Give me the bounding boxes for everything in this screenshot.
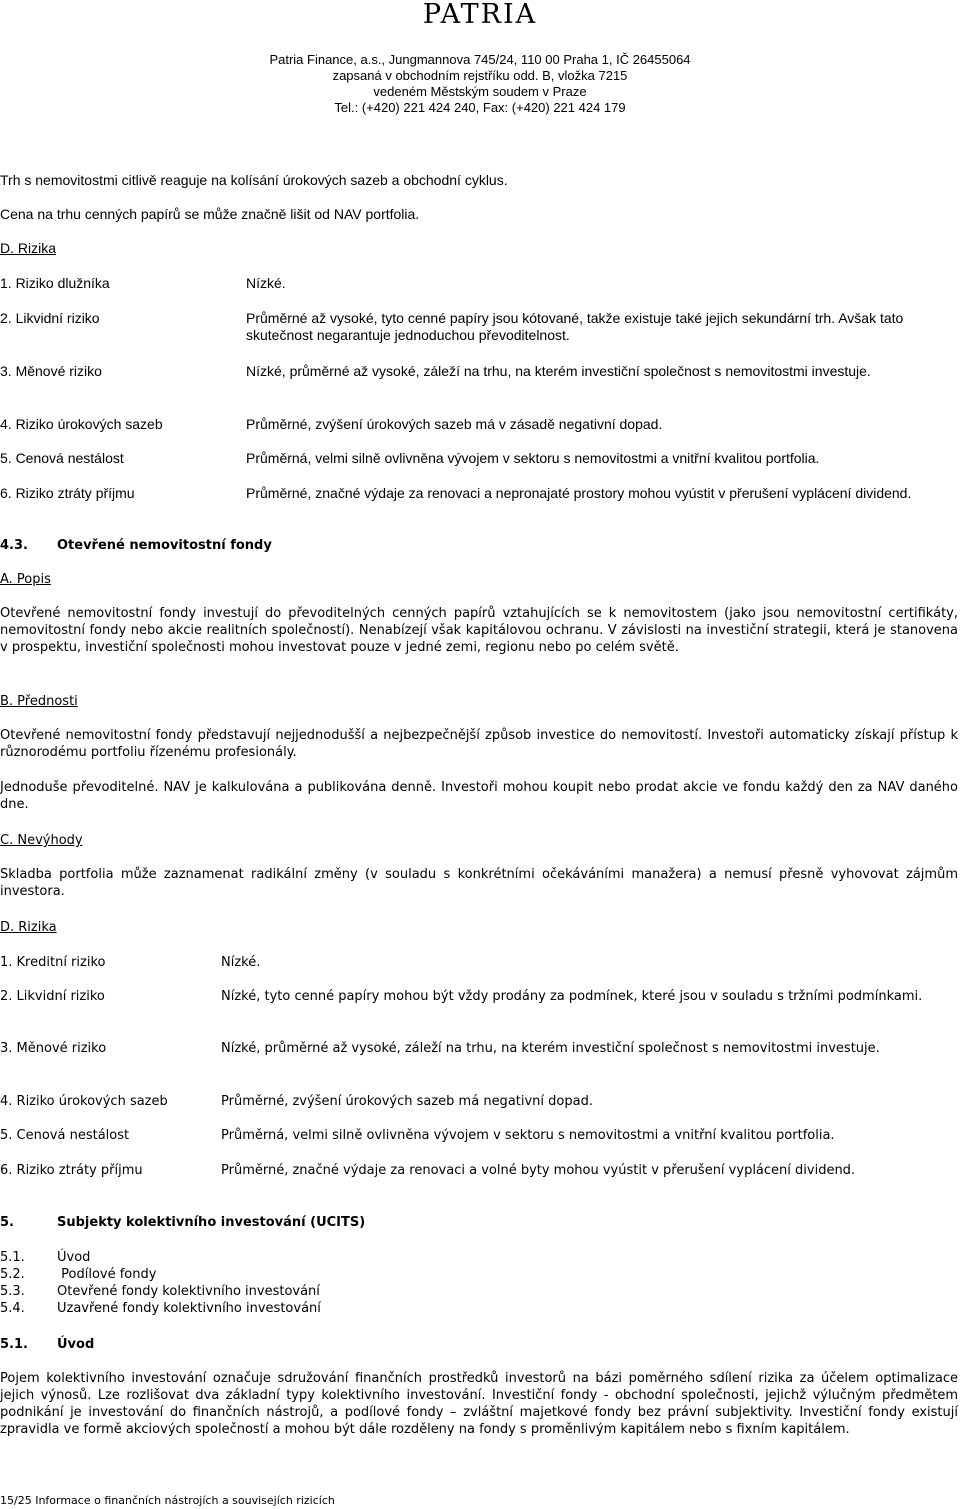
header-court: vedeném Městským soudem v Praze [373,84,587,99]
section-number: 5. [0,1215,14,1230]
paragraph-prednosti-2: Jednoduše převoditelné. NAV je kalkulována a publikována denně. Investoři mohou koupit nebo prodat akcie ve fondu každý den za NAV daného dne. [0,780,958,812]
risk-label: 3. Měnové riziko [0,363,102,379]
subsection-heading-popis: A. Popis [0,572,51,587]
section-title: Subjekty kolektivního investování (UCITS) [57,1215,366,1230]
risk-label: 2. Likvidní riziko [0,989,105,1004]
risk-text: Průměrná, velmi silně ovlivněna vývojem v sektoru s nemovitostmi a vnitřní kvalitou portfolia. [221,1128,835,1143]
toc-number: 5.2. [0,1267,25,1282]
section-title: Otevřené nemovitostní fondy [57,538,272,553]
intro-paragraph-1: Trh s nemovitostmi citlivě reaguje na kolísání úrokových sazeb a obchodní cyklus. [0,172,508,188]
risk-text: Průměrné, zvýšení úrokových sazeb má negativní dopad. [221,1094,593,1109]
toc-number: 5.3. [0,1284,25,1299]
subsection-heading-nevyhody: C. Nevýhody [0,833,83,848]
toc-item: Úvod [57,1250,91,1265]
risk-text: Nízké, tyto cenné papíry mohou být vždy prodány za podmínek, které jsou v souladu s tržními podmínkami. [221,989,923,1004]
subsection-heading-rizika: D. Rizika [0,920,57,935]
risk-text: Nízké, průměrné až vysoké, záleží na trhu, na kterém investiční společnost s nemovitostmi investuje. [246,363,871,379]
toc-number: 5.4. [0,1301,25,1316]
risk-text: Nízké. [246,275,286,291]
risk-label: 5. Cenová nestálost [0,1128,130,1143]
header-registry: zapsaná v obchodním rejstříku odd. B, vložka 7215 [332,68,628,83]
paragraph-uvod: Pojem kolektivního investování označuje sdružování finančních prostředků investorů na bázi poměrného sdílení rizika za účelem optimalizace jejich výnosů. Lze rozlišovat dva základní typy kolektivního investování. Investiční fondy - obchodní společnosti, jejichž výlučným předmětem podnikání je investování do finančních nástrojů, a podílové fondy – zvláštní majetkové fondy bez právní subjektivity. Investiční fondy existují zpravidla ve formě akciových společností a mohou být dále rozděleny na fondy s proměnlivým kapitálem nebo s fixním kapitálem. [0,1371,958,1437]
company-logo: PATRIA [422,0,538,30]
risk-label: 6. Riziko ztráty příjmu [0,1163,143,1178]
risk-text: Průměrné, značné výdaje za renovaci a volné byty mohou vyústit v přerušení vyplácení dividend. [221,1163,856,1178]
risk-text: Průměrné až vysoké, tyto cenné papíry jsou kótované, takže existuje také jejich sekundární trh. Avšak tato skutečnost negarantuje jednoduchou převoditelnost. [246,310,904,343]
paragraph-popis: Otevřené nemovitostní fondy investují do převoditelných cenných papírů vztahujících se k nemovitostem (jako jsou nemovitostní certifikáty, nemovitostní fondy nebo akcie realitních společností). Nenabízejí však kapitálovou ochranu. V závislosti na investiční strategii, která je stanovena v prospektu, investiční společnosti mohou investovat pouze v jedné zemi, regionu nebo po celém světě. [0,606,958,655]
subsection-title: Úvod [57,1337,95,1352]
risk-label: 4. Riziko úrokových sazeb [0,416,163,432]
header-address: Patria Finance, a.s., Jungmannova 745/24, 110 00 Praha 1, IČ 26455064 [269,52,691,67]
risk-text: Nízké. [221,955,261,970]
toc-item: Podílové fondy [57,1267,157,1282]
risk-label: 1. Riziko dlužníka [0,275,110,291]
risk-text: Průměrné, zvýšení úrokových sazeb má v zásadě negativní dopad. [246,416,663,432]
toc-number: 5.1. [0,1250,25,1265]
risk-label: 4. Riziko úrokových sazeb [0,1094,168,1109]
risk-label: 2. Likvidní riziko [0,310,100,326]
risk-text: Průměrná, velmi silně ovlivněna vývojem v sektoru s nemovitostmi a vnitřní kvalitou portfolia. [246,450,820,466]
subsection-number: 5.1. [0,1337,28,1352]
section-number: 4.3. [0,538,28,553]
header-contacts: Tel.: (+420) 221 424 240, Fax: (+420) 221 424 179 [334,100,626,115]
risk-label: 1. Kreditní riziko [0,955,106,970]
risk-label: 5. Cenová nestálost [0,450,124,466]
intro-paragraph-2: Cena na trhu cenných papírů se může značně lišit od NAV portfolia. [0,206,420,222]
risk-text: Průměrné, značné výdaje za renovaci a nepronajaté prostory mohou vyústit v přerušení vyplácení dividend. [246,485,912,501]
risk-text: Nízké, průměrné až vysoké, záleží na trhu, na kterém investiční společnost s nemovitostmi investuje. [221,1041,880,1056]
risk-label: 3. Měnové riziko [0,1041,107,1056]
risk-label: 6. Riziko ztráty příjmu [0,485,135,501]
page-footer: 15/25 Informace o finančních nástrojích a souvisejích rizicích [0,1494,335,1507]
risks-heading: D. Rizika [0,240,57,256]
paragraph-nevyhody: Skladba portfolia může zaznamenat radikální změny (v souladu s konkrétními očekáváními manažera) a nemusí přesně vyhovovat zájmům investora. [0,867,958,899]
toc-item: Uzavřené fondy kolektivního investování [57,1301,321,1316]
paragraph-prednosti-1: Otevřené nemovitostní fondy představují nejjednodušší a nejbezpečnější způsob investice do nemovitostí. Investoři automaticky získají přístup k různorodému portfoliu řízenému profesionály. [0,728,958,760]
toc-item: Otevřené fondy kolektivního investování [57,1284,320,1299]
subsection-heading-prednosti: B. Přednosti [0,694,78,709]
